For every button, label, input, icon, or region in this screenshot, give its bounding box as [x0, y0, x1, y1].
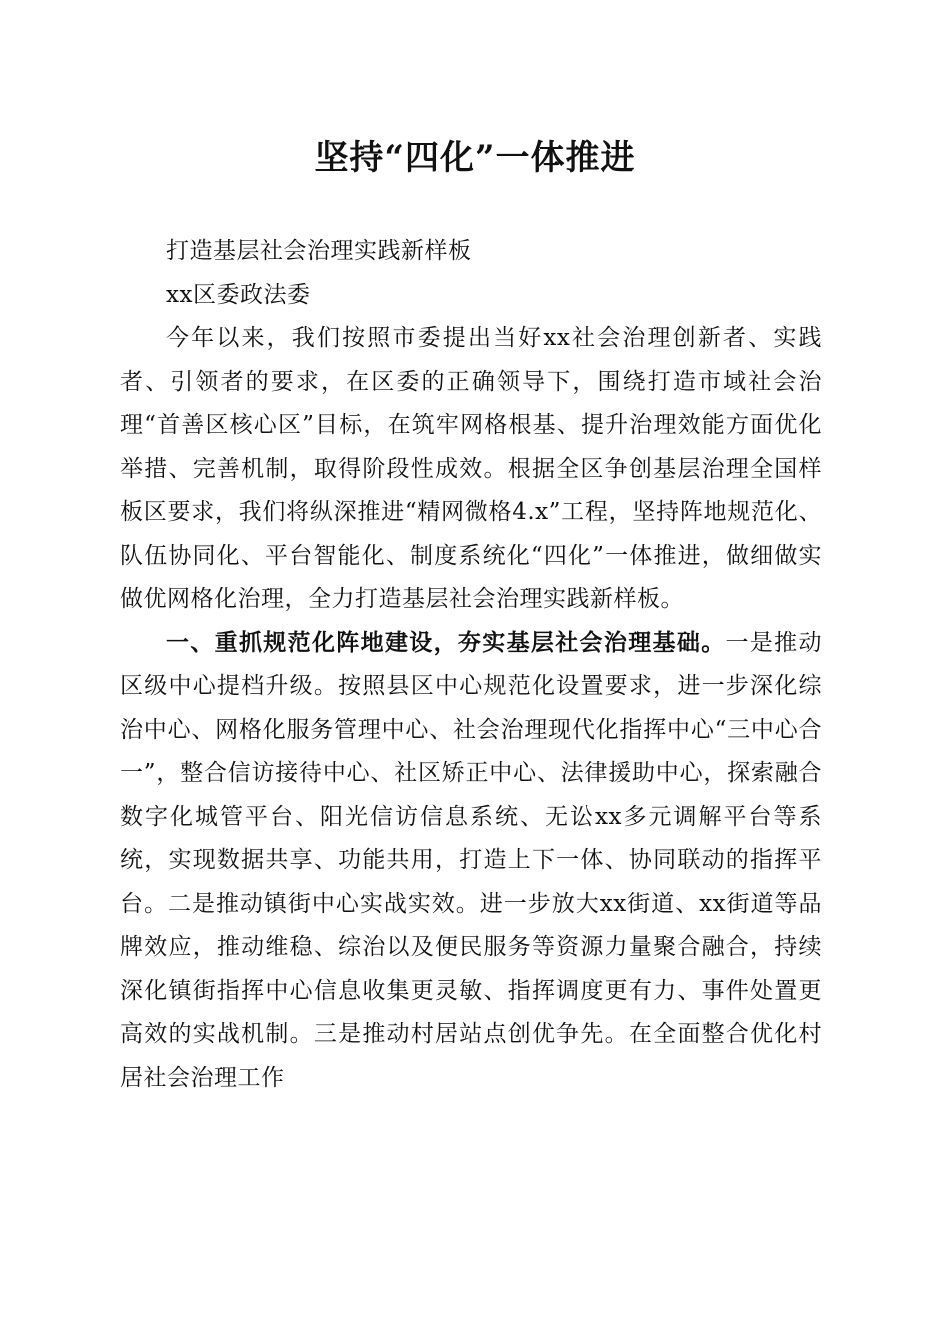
section-1-heading: 一、重抓规范化阵地建设，夯实基层社会治理基础。: [166, 629, 726, 656]
document-subtitle: 打造基层社会治理实践新样板: [166, 238, 472, 264]
document-author: xx区委政法委: [166, 281, 311, 308]
section-1-paragraph: [120, 622, 822, 1101]
section-1-body: 一是推动区级中心提档升级。按照县区中心规范化设置要求，进一步深化综治中心、网格化服务管理中心、社会治理现代化指挥中心“三中心合一”，整合信访接待中心、社区矫正中心、法律援助中心，探索融合数字化城管平台、阳光信访信息系统、无讼xx多元调解平台等系统，实现数据共享、功能共用，打造上下一体、协同联动的指挥平台。二是推动镇街中心实战实效。进一步放大xx街道、xx街道等品牌效应，推动维稳、综治以及便民服务等资源力量聚合融合，持续深化镇街指挥中心信息收集更灵敏、指挥调度更有力、事件处置更高效的实战机制。三是推动村居站点创优争先。在全面整合优化村居社会治理工作: [120, 629, 823, 1091]
document-title: 坚持“四化”一体推进: [314, 138, 636, 178]
intro-paragraph: 今年以来，我们按照市委提出当好xx社会治理创新者、实践者、引领者的要求，在区委的正确领导下，围绕打造市域社会治理“首善区核心区”目标，在筑牢网格根基、提升治理效能方面优化举措、完善机制，取得阶段性成效。根据全区争创基层治理全国样板区要求，我们将纵深推进“精网微格4.x”工程，坚持阵地规范化、队伍协同化、平台智能化、制度系统化“四化”一体推进，做细做实做优网格化治理，全力打造基层社会治理实践新样板。: [120, 325, 822, 612]
document-body: [120, 230, 822, 1100]
